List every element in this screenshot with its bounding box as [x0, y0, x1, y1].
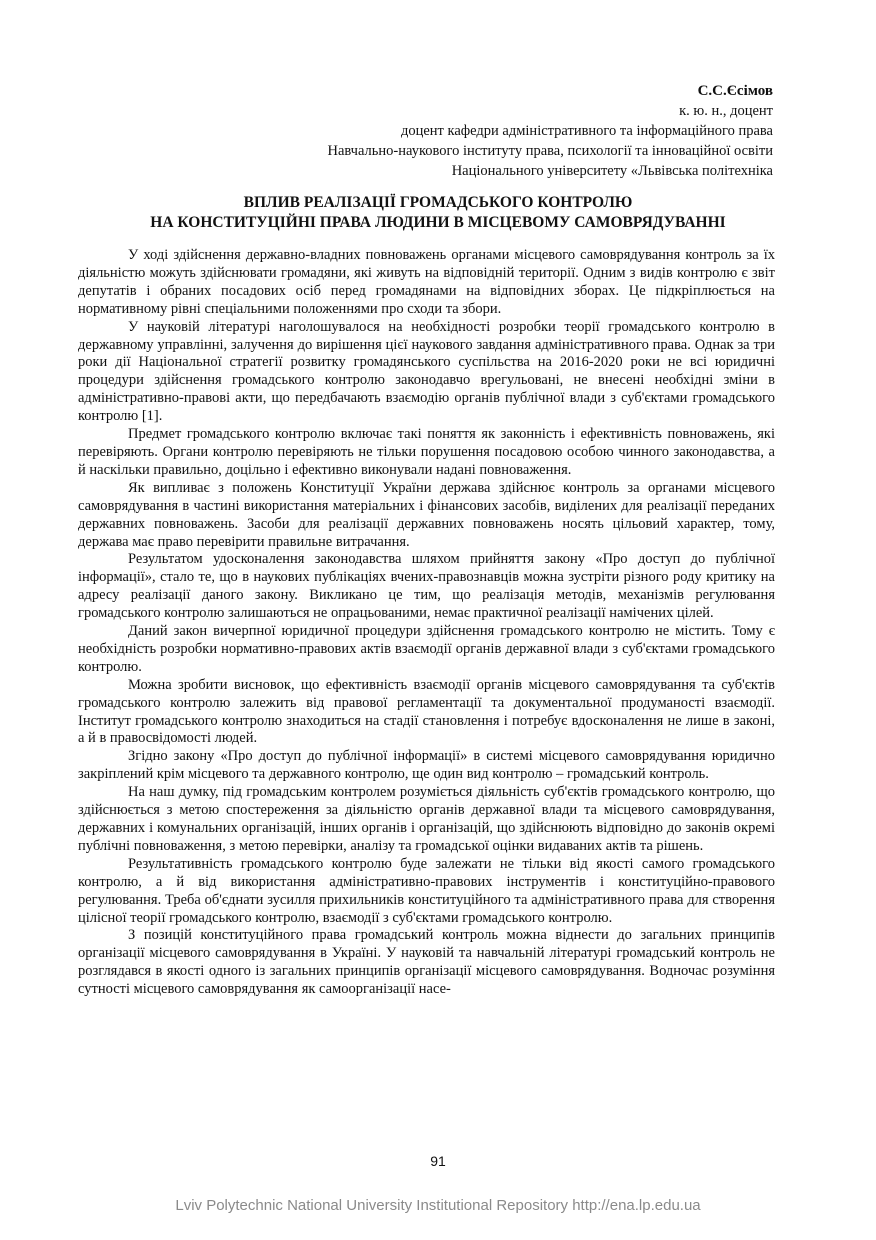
repository-footer: Lviv Polytechnic National University Institutional Repository http://ena.lp.edu.ua — [175, 1197, 701, 1214]
author-position: доцент кафедри адміністративного та інформаційного права — [400, 123, 773, 139]
article-body — [78, 247, 775, 999]
title-line-2: НА КОНСТИТУЦІЙНІ ПРАВА ЛЮДИНИ В МІСЦЕВОМУ САМОВРЯДУВАННІ — [150, 214, 726, 231]
paragraph: У ході здійснення державно-владних повноважень органами місцевого самоврядування контроль за їх діяльністю можуть здійснювати громадяни, які живуть на відповідній території. Одним з видів контролю є звіт депутатів і обраних посадових осіб перед громадянами на відповідних зборах. Це підкріплюється на нормативному рівні спеціальними положеннями про сходи та збори. — [78, 247, 775, 317]
paragraph: Як випливає з положень Конституції України держава здійснює контроль за органами місцевого самоврядування в частині використання матеріальних і фінансових засобів, виділених для реалізації переданих державних повноважень. Засоби для реалізації державних повноважень носять цільовий характер, тому, держава має право перевірити правильне витрачання. — [78, 479, 775, 550]
article-title — [103, 193, 773, 233]
paragraph: Можна зробити висновок, що ефективність взаємодії органів місцевого самоврядування та суб'єктів громадського контролю залежить від правової регламентації та документальної продуманості взаємодії. Інститут громадського контролю знаходиться на стадії становлення і потребує вдосконалення не лише в законі, а й в правосвідомості людей. — [78, 676, 775, 747]
paragraph: У науковій літературі наголошувалося на необхідності розробки теорії громадського контролю в державному управлінні, залучення до вирішення цієї наукового завдання адміністративного права. Однак за три роки дії Національної стратегії розвитку громадянського суспільства на 2016-2020 роки не всі юридичні процедури здійснення громадського контролю законодавчо врегульовані, не внесені необхідні зміни в адміністративно-правові акти, що передбачають взаємодію органів публічної влади з суб'єктами громадського контролю [1]. — [78, 318, 775, 425]
author-university: Національного університету «Львівська політехніка — [451, 163, 773, 179]
author-degree: к. ю. н., доцент — [679, 103, 773, 119]
author-institute: Навчально-наукового інституту права, психології та інноваційної освіти — [327, 143, 773, 159]
title-line-1: ВПЛИВ РЕАЛІЗАЦІЇ ГРОМАДСЬКОГО КОНТРОЛЮ — [243, 194, 633, 211]
paragraph: З позицій конституційного права громадський контроль можна віднести до загальних принципів організації місцевого самоврядування в Україні. У науковій та навчальній літературі громадський контроль не розглядався в якості одного із загальних принципів організації місцевого самоврядування. Водночас розуміння сутності місцевого самоврядування як самоорганізації насе- — [78, 927, 775, 998]
paragraph: Згідно закону «Про доступ до публічної інформації» в системі місцевого самоврядування юридично закріплений крім місцевого та державного контролю, ще один вид контролю – громадський контроль. — [78, 748, 775, 783]
paragraph: Даний закон вичерпної юридичної процедури здійснення громадського контролю не містить. Тому є необхідність розробки нормативно-правових актів взаємодії органів державної влади з суб'єктами громадського контролю. — [78, 623, 775, 675]
page-number: 91 — [430, 1153, 446, 1169]
paragraph: Результативність громадського контролю буде залежати не тільки від якості самого громадського контролю, а й від використання адміністративно-правових інструментів і конституційно-правового регулювання. Треба об'єднати зусилля прихильників конституційного та адміністративного права для створення цілісної теорії громадського контролю, взаємодії з суб'єктами громадського контролю. — [78, 855, 775, 926]
paragraph: Предмет громадського контролю включає такі поняття як законність і ефективність повноважень, які перевіряють. Органи контролю перевіряють не тільки порушення посадовою особою чинного законодавства, а й наскільки правильно, доцільно і ефективно виконували надані повноваження. — [78, 426, 775, 478]
author-name: С.С.Єсімов — [697, 83, 773, 99]
paragraph: На наш думку, під громадським контролем розуміється діяльність суб'єктів громадського контролю, що здійснюється з метою спостереження за діяльністю органів державної влади та місцевого самоврядування, державних і комунальних організацій, інших органів і організацій, що здійснюють відповідно до законів окремі публічні повноваження, з метою перевірки, аналізу та громадської оцінки видаваних актів та рішень. — [78, 784, 775, 854]
paragraph: Результатом удосконалення законодавства шляхом прийняття закону «Про доступ до публічної інформації», стало те, що в наукових публікаціях вчених-правознавців можна зустріти різного роду критику на адресу реалізації даного закону. Викликано це тим, що реалізація методів, механізмів регулювання громадського контролю залишаються не опрацьованими, немає практичної реалізації намічених цілей. — [78, 551, 775, 622]
author-block — [327, 81, 773, 181]
